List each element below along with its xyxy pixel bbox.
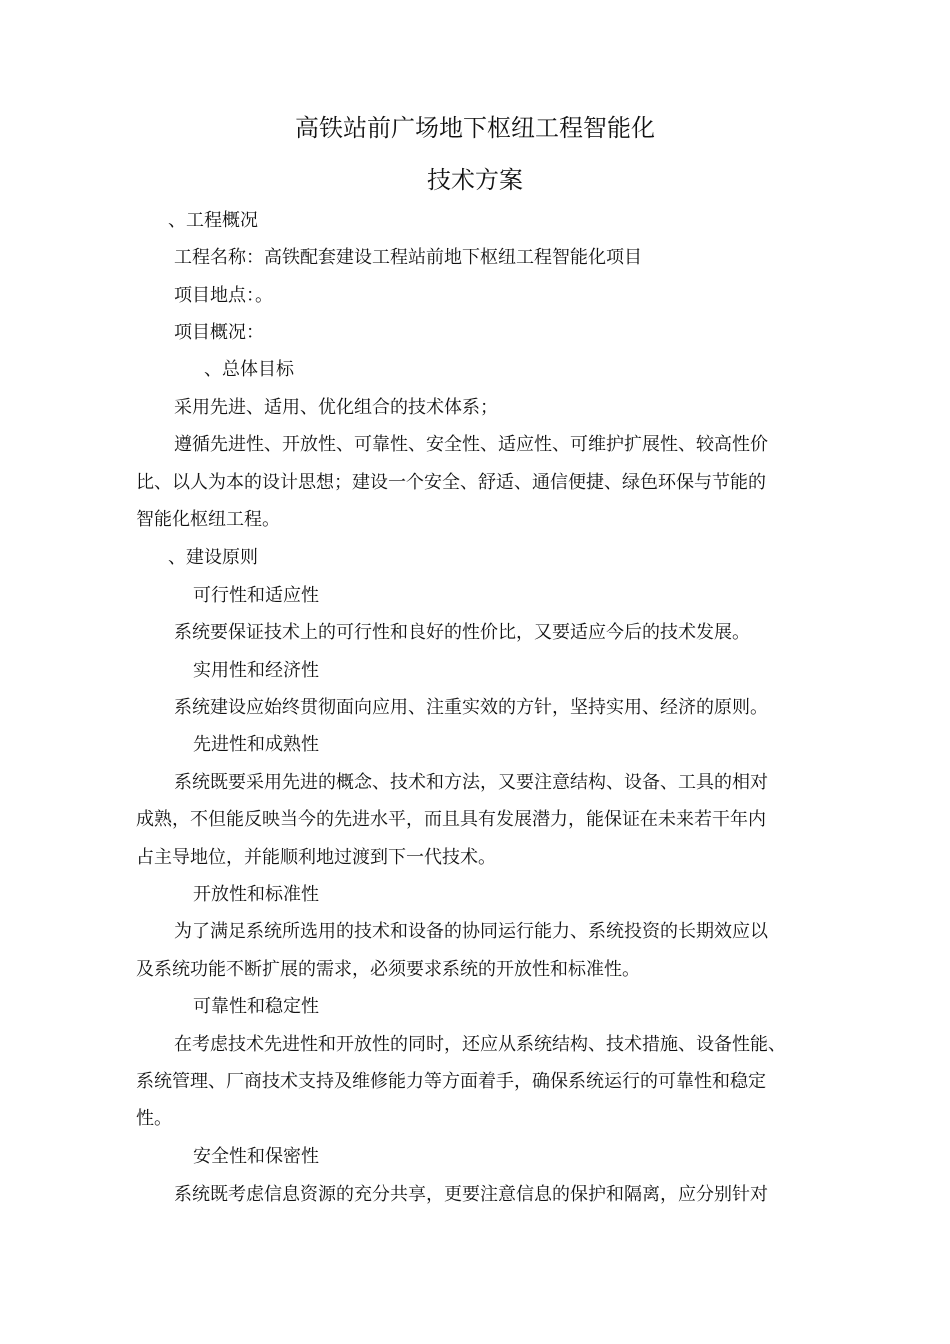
section-heading-goals: 、总体目标 xyxy=(204,359,294,380)
principle-heading-feasibility: 可行性和适应性 xyxy=(193,585,319,606)
principle-text-reliability-line-3: 性。 xyxy=(136,1108,172,1129)
principle-heading-maturity: 先进性和成熟性 xyxy=(193,734,319,755)
goal-paragraph-2-line-1: 遵循先进性、开放性、可靠性、安全性、适应性、可维护扩展性、较高性价 xyxy=(174,434,768,455)
principle-text-maturity-line-1: 系统既要采用先进的概念、技术和方法，又要注意结构、设备、工具的相对 xyxy=(174,772,768,793)
principle-text-feasibility: 系统要保证技术上的可行性和良好的性价比，又要适应今后的技术发展。 xyxy=(174,622,750,643)
principle-text-openness-line-1: 为了满足系统所选用的技术和设备的协同运行能力、系统投资的长期效应以 xyxy=(174,921,768,942)
principle-text-maturity-line-2: 成熟，不但能反映当今的先进水平，而且具有发展潜力，能保证在未来若干年内 xyxy=(136,809,766,830)
section-heading-principles: 、建设原则 xyxy=(168,547,258,568)
project-name: 工程名称：高铁配套建设工程站前地下枢纽工程智能化项目 xyxy=(174,247,642,268)
doc-title-line1: 高铁站前广场地下枢纽工程智能化 xyxy=(295,114,655,142)
principle-text-reliability-line-1: 在考虑技术先进性和开放性的同时，还应从系统结构、技术措施、设备性能、 xyxy=(174,1034,786,1055)
doc-title-line2: 技术方案 xyxy=(427,166,523,194)
principle-text-maturity-line-3: 占主导地位，并能顺利地过渡到下一代技术。 xyxy=(136,847,496,868)
project-location: 项目地点：。 xyxy=(174,285,273,306)
goal-paragraph-1: 采用先进、适用、优化组合的技术体系； xyxy=(174,397,498,418)
project-overview: 项目概况： xyxy=(174,322,264,343)
section-heading-overview: 、工程概况 xyxy=(168,210,258,231)
goal-paragraph-2-line-3: 智能化枢纽工程。 xyxy=(136,509,280,530)
goal-paragraph-2-line-2: 比、以人为本的设计思想；建设一个安全、舒适、通信便捷、绿色环保与节能的 xyxy=(136,472,766,493)
principle-text-openness-line-2: 及系统功能不断扩展的需求，必须要求系统的开放性和标准性。 xyxy=(136,959,640,980)
principle-text-reliability-line-2: 系统管理、厂商技术支持及维修能力等方面着手，确保系统运行的可靠性和稳定 xyxy=(136,1071,766,1092)
principle-heading-practicality: 实用性和经济性 xyxy=(193,660,319,681)
principle-heading-security: 安全性和保密性 xyxy=(193,1146,319,1167)
principle-text-practicality: 系统建设应始终贯彻面向应用、注重实效的方针，坚持实用、经济的原则。 xyxy=(174,697,768,718)
principle-heading-openness: 开放性和标准性 xyxy=(193,884,319,905)
principle-heading-reliability: 可靠性和稳定性 xyxy=(193,996,319,1017)
principle-text-security-line-1: 系统既考虑信息资源的充分共享，更要注意信息的保护和隔离，应分别针对 xyxy=(174,1184,768,1205)
